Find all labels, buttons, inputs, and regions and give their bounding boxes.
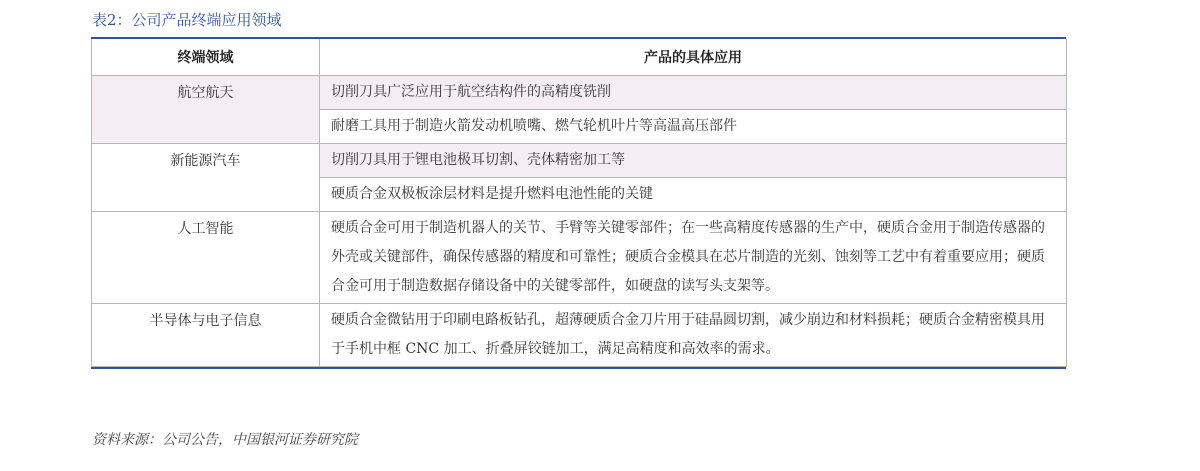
- table-header-row: [92, 39, 1067, 76]
- domain-cell-semiconductor-electronics: 半导体与电子信息: [92, 304, 320, 367]
- application-cell: 硬质合金可用于制造机器人的关节、手臂等关键零部件；在一些高精度传感器的生产中，硬质合金用于制造传感器的外壳或关键部件，确保传感器的精度和可靠性；硬质合金模具在芯片制造的光刻、蚀刻等工艺中有着重要应用；硬质合金可用于制造数据存储设备中的关键零部件，如硬盘的读写头支架等。: [320, 212, 1067, 304]
- application-table-grid: [91, 39, 1067, 367]
- table-caption: 表2：公司产品终端应用领域: [92, 11, 282, 29]
- table-row: [92, 144, 1067, 178]
- source-note: 资料来源：公司公告，中国银河证券研究院: [92, 432, 358, 448]
- application-table: [91, 37, 1066, 369]
- application-cell: 耐磨工具用于制造火箭发动机喷嘴、燃气轮机叶片等高温高压部件: [320, 110, 1067, 144]
- domain-cell-new-energy-vehicles: 新能源汽车: [92, 144, 320, 212]
- table-row: [92, 304, 1067, 367]
- application-cell: 切削刀具广泛应用于航空结构件的高精度铣削: [320, 76, 1067, 110]
- header-domain: 终端领域: [92, 39, 320, 76]
- application-cell: 硬质合金微钻用于印刷电路板钻孔，超薄硬质合金刀片用于硅晶圆切割，减少崩边和材料损耗；硬质合金精密模具用于手机中框 CNC 加工、折叠屏铰链加工，满足高精度和高效率的需求。: [320, 304, 1067, 367]
- table-row: [92, 212, 1067, 304]
- header-application: 产品的具体应用: [320, 39, 1067, 76]
- table-row: [92, 76, 1067, 110]
- domain-cell-aerospace: 航空航天: [92, 76, 320, 144]
- application-cell: 硬质合金双极板涂层材料是提升燃料电池性能的关键: [320, 178, 1067, 212]
- domain-cell-artificial-intelligence: 人工智能: [92, 212, 320, 304]
- application-cell: 切削刀具用于锂电池极耳切割、壳体精密加工等: [320, 144, 1067, 178]
